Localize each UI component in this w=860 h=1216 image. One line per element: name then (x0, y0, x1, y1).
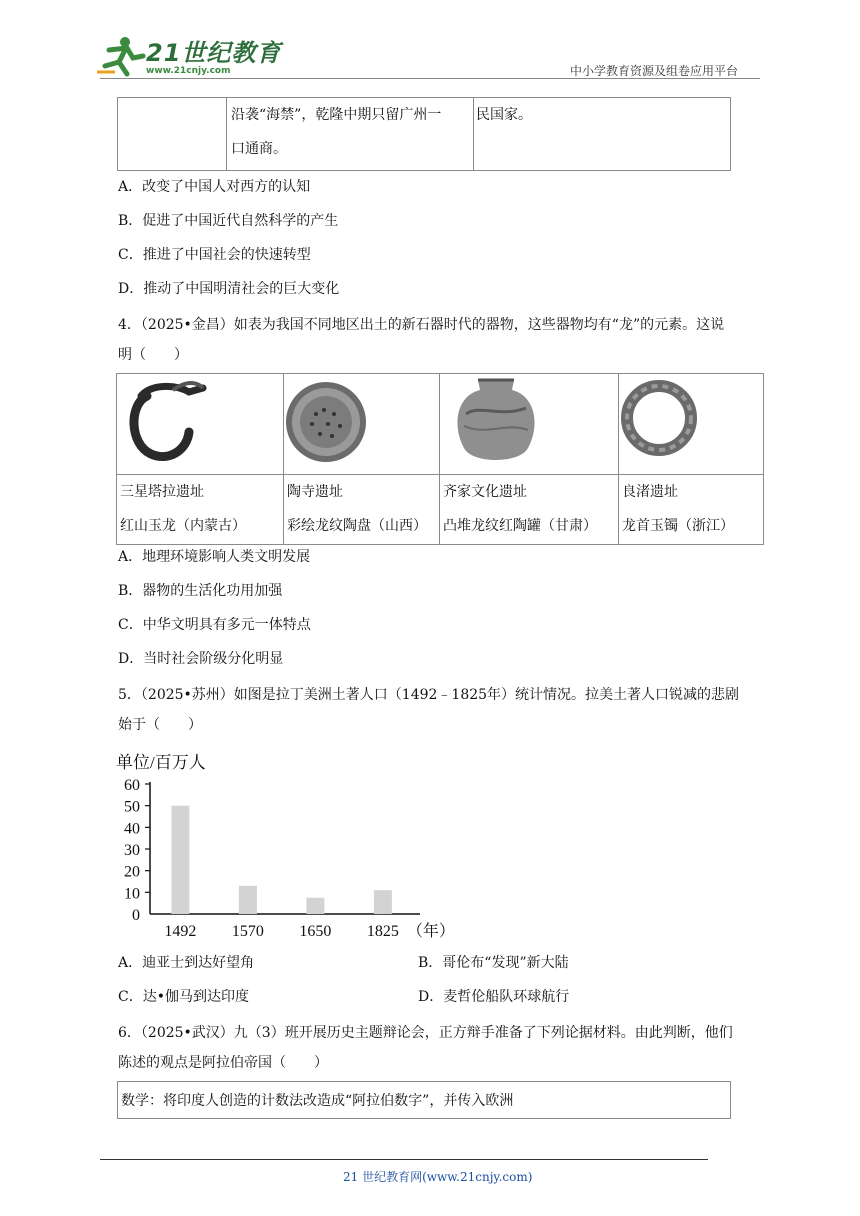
artifact-label-cell (619, 475, 764, 545)
header-rule (100, 78, 760, 79)
chart-y-tick-label: 50 (124, 798, 140, 816)
pottery-jar-image (440, 374, 618, 470)
q4-option-d: D．当时社会阶级分化明显 (118, 651, 284, 667)
q3-table-right-text: 民国家。 (476, 107, 532, 123)
logo-sub-text: www.21cnjy.com (146, 66, 231, 76)
painted-plate-image (284, 374, 439, 470)
chart-bar (374, 890, 392, 914)
chart-x-tick-label: 1650 (299, 923, 332, 940)
q5-stem-line2: 始于（ ） (118, 717, 202, 733)
chart-x-tick-label: 1825 (366, 923, 399, 940)
q6-material-box (117, 1081, 731, 1119)
q3-table-cell-mid (227, 98, 474, 171)
q3-option-c: C．推进了中国社会的快速转型 (118, 247, 311, 263)
artifact-site: 齐家文化遗址 (443, 484, 527, 500)
q3-table-cell-left (118, 98, 227, 171)
logo-runner-icon (95, 36, 147, 76)
artifact-label-cell (284, 475, 440, 545)
q3-option-a: A．改变了中国人对西方的认知 (118, 179, 311, 195)
q5-stem-line1: 5．（2025•苏州）如图是拉丁美洲土著人口（1492﹣1825年）统计情况。拉美土著人口锐减的悲剧 (118, 687, 740, 703)
chart-y-tick-label: 10 (124, 885, 140, 903)
artifact-name: 凸堆龙纹红陶罐（甘肃） (443, 518, 597, 534)
q3-table-cell-right (474, 98, 731, 171)
q3-table-mid-line1: 沿袭“海禁”，乾隆中期只留广州一 (231, 107, 442, 123)
artifact-name: 彩绘龙纹陶盘（山西） (287, 518, 427, 534)
logo-main-text: 21世纪教育 (146, 39, 282, 67)
chart-bar (306, 898, 324, 914)
population-chart (110, 746, 455, 946)
q5-option-a: A．迪亚士到达好望角 (118, 955, 255, 971)
chart-y-tick-label: 60 (124, 777, 140, 794)
q4-option-a: A．地理环境影响人类文明发展 (118, 549, 311, 565)
q5-option-c: C．达•伽马到达印度 (118, 989, 249, 1005)
q4-artifact-table (116, 373, 764, 545)
header-platform-text: 中小学教育资源及组卷应用平台 (570, 64, 739, 78)
q5-option-d: D．麦哲伦船队环球航行 (418, 989, 570, 1005)
q6-stem-line2: 陈述的观点是阿拉伯帝国（ ） (118, 1055, 328, 1071)
footer-text: 21 世纪教育网(www.21cnjy.com) (343, 1170, 533, 1184)
q3-table-mid-line2: 口通商。 (231, 141, 287, 157)
chart-x-tick-label: 1492 (164, 923, 197, 940)
jade-bracelet-image (619, 374, 763, 470)
artifact-site: 三星塔拉遗址 (120, 484, 204, 500)
q6-material-text: 数学：将印度人创造的计数法改造成“阿拉伯数字”，并传入欧洲 (121, 1093, 514, 1109)
header (0, 0, 860, 80)
q3-option-b: B．促进了中国近代自然科学的产生 (118, 213, 339, 229)
chart-y-tick-label: 40 (124, 820, 140, 838)
q4-stem-line2: 明（ ） (118, 347, 188, 363)
q4-option-b: B．器物的生活化功用加强 (118, 583, 283, 599)
artifact-image-cell (619, 374, 764, 475)
q6-stem-line1: 6．（2025•武汉）九（3）班开展历史主题辩论会，正方辩手准备了下列论据材料。由此判断，他们 (118, 1025, 733, 1041)
artifact-site: 陶寺遗址 (287, 484, 343, 500)
artifact-name: 龙首玉镯（浙江） (622, 518, 734, 534)
artifact-image-cell (117, 374, 284, 475)
q3-table (117, 97, 731, 171)
q5-option-b: B．哥伦布“发现”新大陆 (418, 955, 569, 971)
chart-x-tick-label: 1570 (231, 923, 264, 940)
chart-ylabel: 单位/百万人 (116, 753, 206, 772)
chart-x-unit-label: （年） (406, 923, 455, 940)
q4-option-c: C．中华文明具有多元一体特点 (118, 617, 311, 633)
chart-y-tick-label: 30 (124, 842, 140, 859)
artifact-site: 良渚遗址 (622, 484, 678, 500)
chart-bar (239, 886, 257, 914)
artifact-label-cell (440, 475, 619, 545)
artifact-name: 红山玉龙（内蒙古） (120, 518, 246, 534)
footer-rule (100, 1159, 708, 1160)
chart-bar (171, 806, 189, 914)
chart-y-tick-label: 20 (124, 863, 140, 881)
q3-option-d: D．推动了中国明清社会的巨大变化 (118, 281, 340, 297)
artifact-image-cell (440, 374, 619, 475)
chart-y-tick-label: 0 (132, 907, 140, 924)
population-bar-chart (110, 746, 455, 946)
artifact-image-cell (284, 374, 440, 475)
artifact-label-cell (117, 475, 284, 545)
jade-dragon-image (117, 374, 283, 470)
q4-stem-line1: 4．（2025•金昌）如表为我国不同地区出土的新石器时代的器物，这些器物均有“龙”的元素。这说 (118, 317, 725, 333)
